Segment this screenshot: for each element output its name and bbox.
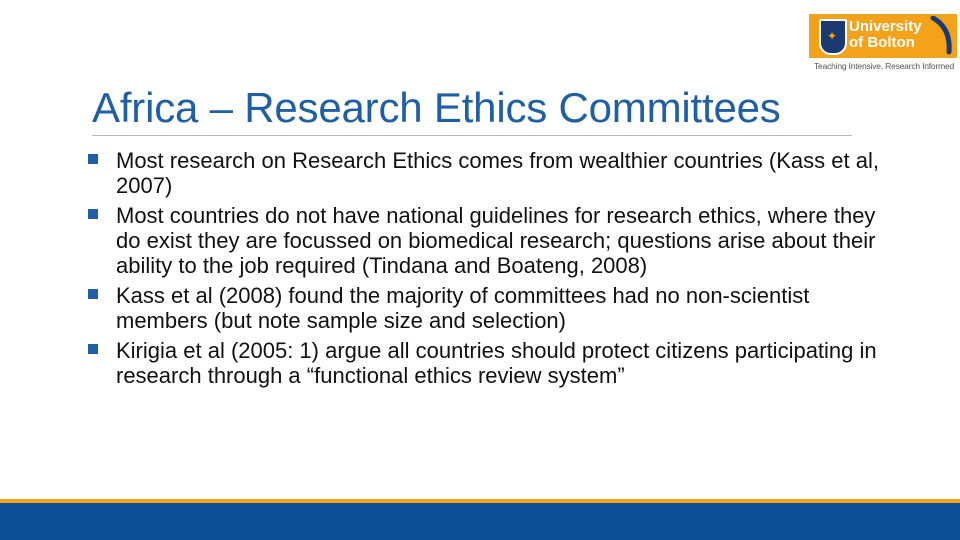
logo-line-2: of Bolton <box>849 34 915 51</box>
bullet-square-icon <box>88 344 98 354</box>
university-logo <box>809 14 955 76</box>
bullet-square-icon <box>88 154 98 164</box>
title-divider <box>92 135 852 136</box>
bullet-text: Most research on Research Ethics comes from wealthier countries (Kass et al, 2007) <box>116 148 879 198</box>
bullet-item <box>86 283 886 333</box>
bullet-square-icon <box>88 289 98 299</box>
swoosh-icon <box>929 16 953 56</box>
logo-tagline: Teaching Intensive, Research Informed <box>814 61 955 71</box>
logo-line-1: University <box>849 18 922 35</box>
bullet-text: Most countries do not have national guidelines for research ethics, where they do exist they are focussed on biomedical research; questions arise about their ability to the job required (Tindana and Boateng, 2008) <box>116 203 876 278</box>
bullet-text: Kass et al (2008) found the majority of committees had no non-scientist members (but note sample size and selection) <box>116 283 810 333</box>
crest-emblem-icon: ✦ <box>827 29 838 43</box>
bullet-item <box>86 148 886 198</box>
footer-bar <box>0 503 960 540</box>
bullet-text: Kirigia et al (2005: 1) argue all countries should protect citizens participating in research through a “functional ethics review system” <box>116 338 877 388</box>
crest-icon <box>819 19 847 55</box>
logo-wordmark <box>849 19 922 51</box>
bullet-list <box>86 148 886 393</box>
bullet-item <box>86 203 886 278</box>
slide-title: Africa – Research Ethics Committees <box>92 84 781 131</box>
bullet-item <box>86 338 886 388</box>
logo-panel <box>809 14 957 58</box>
bullet-square-icon <box>88 209 98 219</box>
